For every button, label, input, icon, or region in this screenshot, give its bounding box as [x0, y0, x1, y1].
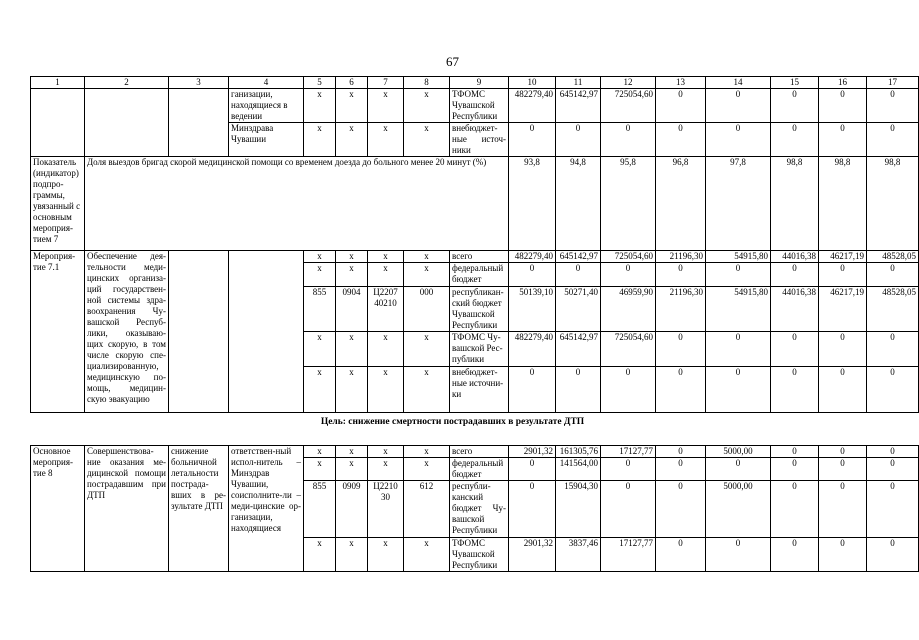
funding-source-cell: внебюджет-ные источ-ники	[450, 123, 509, 157]
grbs-cell: 855	[304, 287, 336, 332]
value-cell: 0	[509, 123, 556, 157]
value-cell: 0	[771, 263, 819, 287]
value-cell: 0	[771, 481, 819, 538]
target-article-cell: Ц2207 40210	[368, 287, 404, 332]
table-row	[31, 446, 919, 458]
empty-cell	[31, 89, 85, 157]
expense-group-cell: 612	[404, 481, 450, 538]
value-cell: 46217,19	[819, 287, 867, 332]
table-row	[31, 89, 919, 123]
grbs-cell: х	[304, 251, 336, 263]
expense-group-cell: х	[404, 458, 450, 481]
activity-name: Совершенствова-ние оказания ме-дицинской помощи пострадавшим при ДТП	[85, 446, 169, 572]
column-header-row	[31, 77, 919, 89]
funding-source-cell: ТФОМС Чу-вашской Рес-публики	[450, 332, 509, 367]
grbs-cell: х	[304, 123, 336, 157]
empty-cell	[85, 89, 169, 157]
indicator-row	[31, 157, 919, 251]
funding-source-cell: всего	[450, 251, 509, 263]
value-cell: 0	[509, 481, 556, 538]
activity-label: Мероприя-тие 7.1	[31, 251, 85, 413]
column-header: 10	[509, 77, 556, 89]
value-cell: 0	[656, 481, 706, 538]
grbs-cell: х	[304, 538, 336, 572]
value-cell: 0	[509, 458, 556, 481]
value-cell: 0	[819, 123, 867, 157]
target-article-cell: х	[368, 332, 404, 367]
target-article-cell: х	[368, 89, 404, 123]
target-article-cell: х	[368, 446, 404, 458]
value-cell: 0	[867, 458, 919, 481]
column-header: 1	[31, 77, 85, 89]
value-cell: 0	[867, 367, 919, 413]
column-header: 6	[336, 77, 368, 89]
target-article-cell: Ц2210 30	[368, 481, 404, 538]
value-cell: 0	[601, 481, 656, 538]
column-header: 11	[556, 77, 601, 89]
value-cell: 0	[656, 458, 706, 481]
column-header: 13	[656, 77, 706, 89]
value-cell: 0	[771, 458, 819, 481]
value-cell: 0	[706, 538, 771, 572]
funding-source-cell: ТФОМС Чувашской Республики	[450, 89, 509, 123]
value-cell: 0	[771, 89, 819, 123]
grbs-cell: х	[304, 458, 336, 481]
target-article-cell: х	[368, 458, 404, 481]
value-cell: 645142,97	[556, 89, 601, 123]
value-cell: 0	[601, 367, 656, 413]
empty-cell	[169, 251, 229, 413]
value-cell: 21196,30	[656, 287, 706, 332]
section-cell: х	[336, 123, 368, 157]
expense-group-cell: х	[404, 123, 450, 157]
value-cell: 0	[706, 458, 771, 481]
value-cell: 0	[771, 446, 819, 458]
value-cell: 0	[867, 263, 919, 287]
executor-cell: ответствен-ный испол-нитель – Минздрав Чувашии, соисполните-ли – меди-цинские ор-ганизации, находящиеся	[229, 446, 304, 572]
expected-result: снижение больничной летальности пострада-вших в ре-зультате ДТП	[169, 446, 229, 572]
value-cell: 725054,60	[601, 332, 656, 367]
indicator-value: 94,8	[556, 157, 601, 251]
empty-cell	[169, 89, 229, 157]
value-cell: 54915,80	[706, 251, 771, 263]
value-cell: 46959,90	[601, 287, 656, 332]
column-header: 7	[368, 77, 404, 89]
value-cell: 0	[706, 332, 771, 367]
column-header: 12	[601, 77, 656, 89]
value-cell: 645142,97	[556, 251, 601, 263]
target-article-cell: х	[368, 263, 404, 287]
value-cell: 50271,40	[556, 287, 601, 332]
section-cell: х	[336, 446, 368, 458]
value-cell: 0	[819, 446, 867, 458]
value-cell: 54915,80	[706, 287, 771, 332]
value-cell: 0	[706, 263, 771, 287]
funding-source-cell: внебюджет-ные источни-ки	[450, 367, 509, 413]
value-cell: 0	[819, 263, 867, 287]
value-cell: 0	[706, 367, 771, 413]
column-header: 16	[819, 77, 867, 89]
activity8-table	[30, 445, 919, 572]
expense-group-cell: 000	[404, 287, 450, 332]
column-header: 9	[450, 77, 509, 89]
value-cell: 0	[656, 446, 706, 458]
section-cell: х	[336, 89, 368, 123]
section-cell: 0904	[336, 287, 368, 332]
target-article-cell: х	[368, 123, 404, 157]
value-cell: 0	[556, 263, 601, 287]
value-cell: 0	[819, 458, 867, 481]
grbs-cell: х	[304, 89, 336, 123]
value-cell: 0	[867, 446, 919, 458]
expense-group-cell: х	[404, 251, 450, 263]
indicator-value: 98,8	[771, 157, 819, 251]
value-cell: 0	[867, 332, 919, 367]
indicator-value: 96,8	[656, 157, 706, 251]
column-header: 5	[304, 77, 336, 89]
value-cell: 0	[771, 123, 819, 157]
indicator-label: Показатель (индикатор) подпро-граммы, увязанный с основным мероприя-тием 7	[31, 157, 85, 251]
value-cell: 2901,32	[509, 446, 556, 458]
program-table	[30, 76, 919, 413]
grbs-cell: х	[304, 367, 336, 413]
value-cell: 141564,00	[556, 458, 601, 481]
funding-source-cell: федеральный бюджет	[450, 263, 509, 287]
column-header: 15	[771, 77, 819, 89]
grbs-cell: х	[304, 263, 336, 287]
grbs-cell: х	[304, 332, 336, 367]
value-cell: 0	[556, 123, 601, 157]
value-cell: 2901,32	[509, 538, 556, 572]
column-header: 14	[706, 77, 771, 89]
grbs-cell: х	[304, 446, 336, 458]
value-cell: 44016,38	[771, 251, 819, 263]
executor-cell: ганизации, находящиеся в ведении	[229, 89, 304, 123]
expense-group-cell: х	[404, 89, 450, 123]
funding-source-cell: ТФОМС Чувашской Республики	[450, 538, 509, 572]
section-cell: х	[336, 251, 368, 263]
activity-label: Основное мероприя-тие 8	[31, 446, 85, 572]
value-cell: 44016,38	[771, 287, 819, 332]
value-cell: 5000,00	[706, 481, 771, 538]
indicator-value: 93,8	[509, 157, 556, 251]
value-cell: 5000,00	[706, 446, 771, 458]
value-cell: 645142,97	[556, 332, 601, 367]
value-cell: 0	[706, 89, 771, 123]
target-article-cell: х	[368, 367, 404, 413]
indicator-value: 95,8	[601, 157, 656, 251]
column-header: 17	[867, 77, 919, 89]
goal-heading: Цель: снижение смертности пострадавших в результате ДТП	[320, 417, 585, 427]
funding-source-cell: всего	[450, 446, 509, 458]
value-cell: 0	[656, 538, 706, 572]
value-cell: 0	[656, 332, 706, 367]
value-cell: 17127,77	[601, 538, 656, 572]
expense-group-cell: х	[404, 332, 450, 367]
value-cell: 482279,40	[509, 332, 556, 367]
value-cell: 17127,77	[601, 446, 656, 458]
column-header: 8	[404, 77, 450, 89]
executor-cell: Минздрава Чувашии	[229, 123, 304, 157]
expense-group-cell: х	[404, 263, 450, 287]
grbs-cell: 855	[304, 481, 336, 538]
value-cell: 15904,30	[556, 481, 601, 538]
value-cell: 50139,10	[509, 287, 556, 332]
section-cell: х	[336, 263, 368, 287]
value-cell: 161305,76	[556, 446, 601, 458]
value-cell: 0	[556, 367, 601, 413]
page-number: 67	[446, 54, 459, 69]
value-cell: 3837,46	[556, 538, 601, 572]
value-cell: 0	[819, 538, 867, 572]
value-cell: 0	[656, 263, 706, 287]
indicator-text: Доля выездов бригад скорой медицинской помощи со временем доезда до больного менее 20 минут (%)	[85, 157, 509, 251]
value-cell: 0	[601, 263, 656, 287]
section-cell: х	[336, 538, 368, 572]
section-cell: х	[336, 367, 368, 413]
value-cell: 0	[867, 481, 919, 538]
value-cell: 0	[819, 332, 867, 367]
section-cell: 0909	[336, 481, 368, 538]
value-cell: 0	[771, 538, 819, 572]
value-cell: 0	[601, 458, 656, 481]
section-cell: х	[336, 458, 368, 481]
column-header: 4	[229, 77, 304, 89]
value-cell: 0	[867, 538, 919, 572]
activity-name: Обеспечение дея-тельности меди-цинских организа-ций государствен-ной системы здра-воохранения Чу-вашской Респуб-лики, оказываю-щих скорую, в том числе скорую спе-циализированную, медицинскую по-мощь, медицин-скую эвакуацию	[85, 251, 169, 413]
value-cell: 0	[509, 263, 556, 287]
value-cell: 482279,40	[509, 89, 556, 123]
table-row	[31, 251, 919, 263]
value-cell: 0	[656, 89, 706, 123]
value-cell: 482279,40	[509, 251, 556, 263]
value-cell: 0	[819, 367, 867, 413]
value-cell: 48528,05	[867, 251, 919, 263]
value-cell: 0	[867, 123, 919, 157]
value-cell: 0	[819, 89, 867, 123]
value-cell: 725054,60	[601, 89, 656, 123]
expense-group-cell: х	[404, 367, 450, 413]
section-cell: х	[336, 332, 368, 367]
funding-source-cell: федеральный бюджет	[450, 458, 509, 481]
value-cell: 0	[656, 367, 706, 413]
indicator-value: 98,8	[867, 157, 919, 251]
value-cell: 0	[771, 332, 819, 367]
value-cell: 0	[771, 367, 819, 413]
indicator-value: 98,8	[819, 157, 867, 251]
value-cell: 0	[706, 123, 771, 157]
value-cell: 0	[509, 367, 556, 413]
value-cell: 0	[656, 123, 706, 157]
value-cell: 46217,19	[819, 251, 867, 263]
value-cell: 21196,30	[656, 251, 706, 263]
empty-cell	[229, 251, 304, 413]
target-article-cell: х	[368, 538, 404, 572]
value-cell: 0	[867, 89, 919, 123]
funding-source-cell: республикан-ский бюджет Чувашской Республики	[450, 287, 509, 332]
expense-group-cell: х	[404, 446, 450, 458]
target-article-cell: х	[368, 251, 404, 263]
value-cell: 48528,05	[867, 287, 919, 332]
funding-source-cell: республи-канский бюджет Чу-вашской Республики	[450, 481, 509, 538]
expense-group-cell: х	[404, 538, 450, 572]
value-cell: 0	[601, 123, 656, 157]
column-header: 3	[169, 77, 229, 89]
value-cell: 0	[819, 481, 867, 538]
column-header: 2	[85, 77, 169, 89]
indicator-value: 97,8	[706, 157, 771, 251]
value-cell: 725054,60	[601, 251, 656, 263]
